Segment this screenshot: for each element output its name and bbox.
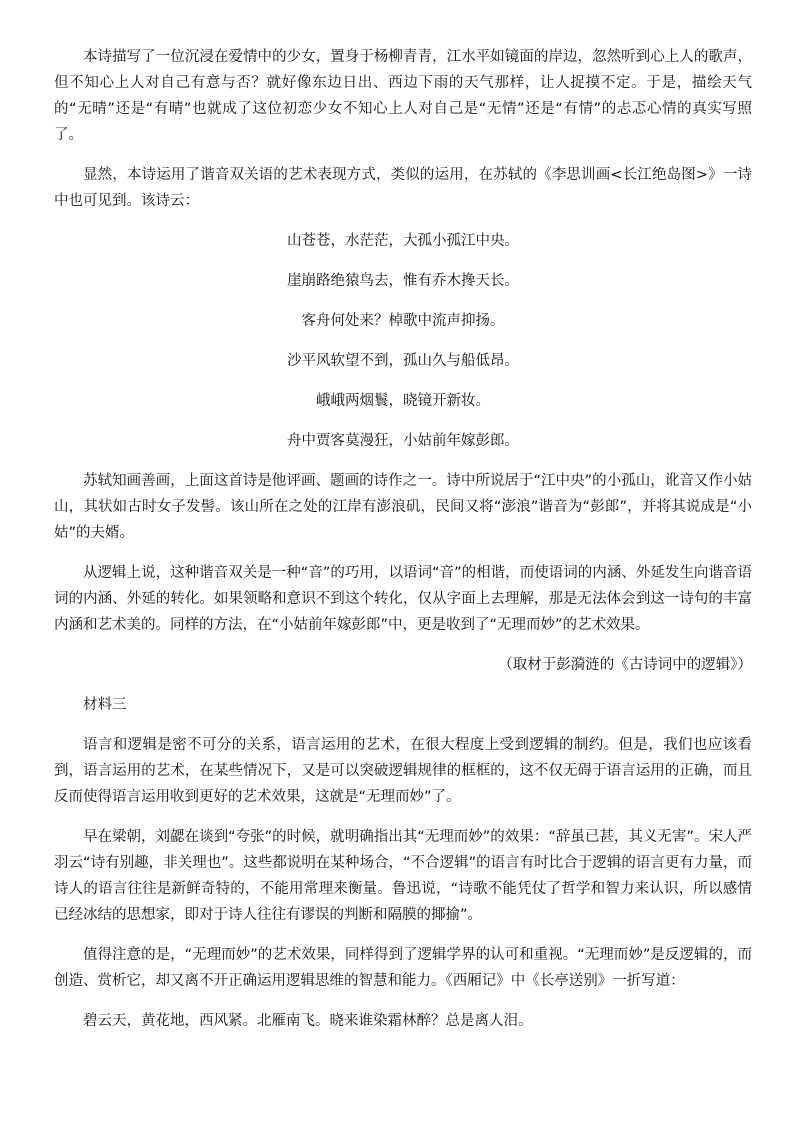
paragraph: 值得注意的是，“无理而妙”的艺术效果，同样得到了逻辑学界的认可和重视。“无理而妙”是反逻辑的，而创造、赏析它，却又离不开正确运用逻辑思维的智慧和能力。《西厢记》中《长亭送别》一折写道： [54,947,752,989]
paragraph: 语言和逻辑是密不可分的关系，语言运用的艺术，在很大程度上受到逻辑的制约。但是，我们也应该看到，语言运用的艺术，在某些情况下，又是可以突破逻辑规律的框框的，这不仅无碍于语言运用的正确，而且反而使得语言运用收到更好的艺术效果，这就是“无理而妙”了。 [54,737,752,805]
paragraph: 苏轼知画善画，上面这首诗是他评画、题画的诗作之一。诗中所说居于“江中央”的小孤山，讹音又作小姑山，其状如古时女子发髻。该山所在之处的江岸有澎浪矶，民间又将“澎浪”谐音为“彭郎”，并将其说成是“小姑”的夫婿。 [54,473,752,541]
poem-block [54,228,752,454]
poem-line: 崖崩路绝猿鸟去，惟有乔木搀天长。 [287,273,519,289]
document-page [54,44,752,1048]
paragraph: 显然，本诗运用了谐音双关语的艺术表现方式，类似的运用，在苏轼的《李思训画<长江绝岛图>》一诗中也可见到。该诗云： [54,167,752,209]
source-citation: （取材于彭漪涟的《古诗词中的逻辑》） [498,657,752,673]
paragraph: 本诗描写了一位沉浸在爱情中的少女，置身于杨柳青青，江水平如镜面的岸边，忽然听到心上人的歌声，但不知心上人对自己有意与否？就好像东边日出、西边下雨的天气那样，让人捉摸不定。于是，描绘天气的“无晴”还是“有晴”也就成了这位初恋少女不知心上人对自己是“无情”还是“有情”的忐忑心情的真实写照了。 [54,49,752,143]
poem-line: 舟中贾客莫漫狂，小姑前年嫁彭郎。 [287,433,519,449]
paragraph: 从逻辑上说，这种谐音双关是一种“音”的巧用，以语词“音”的相谐，而使语词的内涵、外延发生向谐音语词的内涵、外延的转化。如果领略和意识不到这个转化，仅从字面上去理解，那是无法体会到这一诗句的丰富内涵和艺术美的。同样的方法，在“小姑前年嫁彭郎”中，更是收到了“无理而妙”的艺术效果。 [54,565,752,633]
poem-line: 沙平风软望不到，孤山久与船低昂。 [287,353,519,369]
quoted-verse: 碧云天，黄花地，西风紧。北雁南飞。晓来谁染霜林醉？总是离人泪。 [83,1013,533,1029]
poem-line: 山苍苍，水茫茫，大孤小孤江中央。 [287,233,519,249]
section-heading: 材料三 [83,697,127,713]
poem-line: 客舟何处来？棹歌中流声抑扬。 [301,313,505,329]
paragraph: 早在梁朝，刘勰在谈到“夸张”的时候，就明确指出其“无理而妙”的效果：“辞虽已甚，其义无害”。宋人严羽云“诗有别趣，非关理也”。这些都说明在某种场合，“不合逻辑”的语言有时比合于逻辑的语言更有力量，而诗人的语言往往是新鲜奇特的，不能用常理来衡量。鲁迅说，“诗歌不能凭仗了哲学和智力来认识，所以感情已经冰结的思想家，即对于诗人往往有谬误的判断和隔膜的揶揄”。 [54,829,752,923]
poem-line: 峨峨两烟鬟，晓镜开新妆。 [316,393,490,409]
